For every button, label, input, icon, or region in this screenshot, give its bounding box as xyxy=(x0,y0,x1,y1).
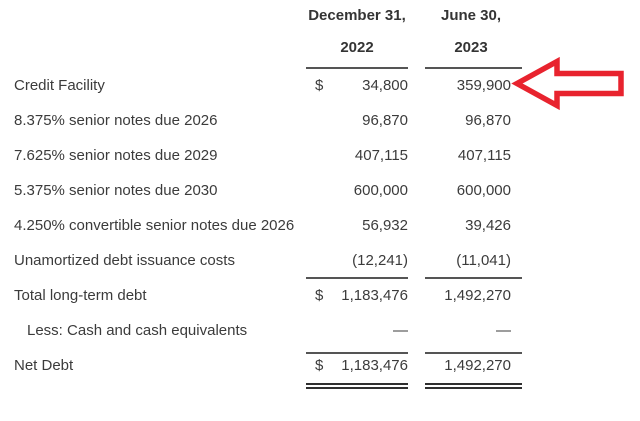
red-arrow-left-icon xyxy=(508,53,630,115)
table-row-notes-2030 xyxy=(0,182,522,200)
double-rule-bottom-col2 xyxy=(425,387,522,389)
currency-symbol xyxy=(306,322,315,339)
value-2022: 56,932 xyxy=(362,217,408,234)
column-header-date-1: December 31, xyxy=(308,7,406,24)
value-2022: — xyxy=(393,322,408,339)
row-label: Total long-term debt xyxy=(14,287,147,304)
value-2023: 39,426 xyxy=(465,217,511,234)
value-2023: 600,000 xyxy=(456,182,511,199)
subtotal-rule-col1 xyxy=(306,277,408,279)
currency-symbol xyxy=(306,217,315,234)
value-2022: 96,870 xyxy=(362,112,408,129)
netdebt-rule-col2 xyxy=(425,352,522,354)
table-row-credit-facility xyxy=(0,77,522,95)
row-label: 8.375% senior notes due 2026 xyxy=(14,112,218,129)
value-2022: 1,183,476 xyxy=(341,287,408,304)
currency-symbol xyxy=(306,147,315,164)
row-label: 4.250% convertible senior notes due 2026 xyxy=(14,217,295,234)
value-2023: 407,115 xyxy=(457,147,511,164)
value-2023: — xyxy=(496,322,511,339)
value-2022: 34,800 xyxy=(362,77,408,94)
subtotal-rule-col2 xyxy=(425,277,522,279)
header-rule-col1 xyxy=(306,67,408,69)
currency-symbol: $ xyxy=(315,77,324,94)
row-label: Net Debt xyxy=(14,357,74,374)
table-row-convertible-notes xyxy=(0,217,522,235)
row-label: Credit Facility xyxy=(14,77,105,94)
value-2022: 407,115 xyxy=(354,147,408,164)
row-label: Unamortized debt issuance costs xyxy=(14,252,235,269)
currency-symbol xyxy=(306,252,315,269)
value-2023: (11,041) xyxy=(456,252,511,269)
column-header-date-2: June 30, xyxy=(440,7,502,24)
row-label: 5.375% senior notes due 2030 xyxy=(14,182,218,199)
double-rule-top-col2 xyxy=(425,383,522,385)
value-2022: (12,241) xyxy=(352,252,408,269)
row-label: 7.625% senior notes due 2029 xyxy=(14,147,218,164)
value-2022: 600,000 xyxy=(353,182,408,199)
value-2022: 1,183,476 xyxy=(341,357,408,374)
table-row-total-long-term-debt xyxy=(0,287,522,305)
currency-symbol xyxy=(306,182,315,199)
column-header-year-2: 2023 xyxy=(454,39,488,56)
value-2023: 1,492,270 xyxy=(444,287,511,304)
table-row-net-debt xyxy=(0,357,522,375)
currency-symbol: $ xyxy=(315,287,324,304)
column-header-year-1: 2022 xyxy=(340,39,374,56)
value-2023: 359,900 xyxy=(456,77,511,94)
table-row-less-cash xyxy=(0,322,522,340)
table-row-notes-2029 xyxy=(0,147,522,165)
double-rule-top-col1 xyxy=(306,383,408,385)
double-rule-bottom-col1 xyxy=(306,387,408,389)
table-row-unamortized-costs xyxy=(0,252,522,270)
currency-symbol xyxy=(306,112,315,129)
value-2023: 96,870 xyxy=(465,112,511,129)
netdebt-rule-col1 xyxy=(306,352,408,354)
table-row-notes-2026 xyxy=(0,112,522,130)
currency-symbol: $ xyxy=(315,357,324,374)
value-2023: 1,492,270 xyxy=(444,357,511,374)
row-label: Less: Cash and cash equivalents xyxy=(27,322,248,339)
